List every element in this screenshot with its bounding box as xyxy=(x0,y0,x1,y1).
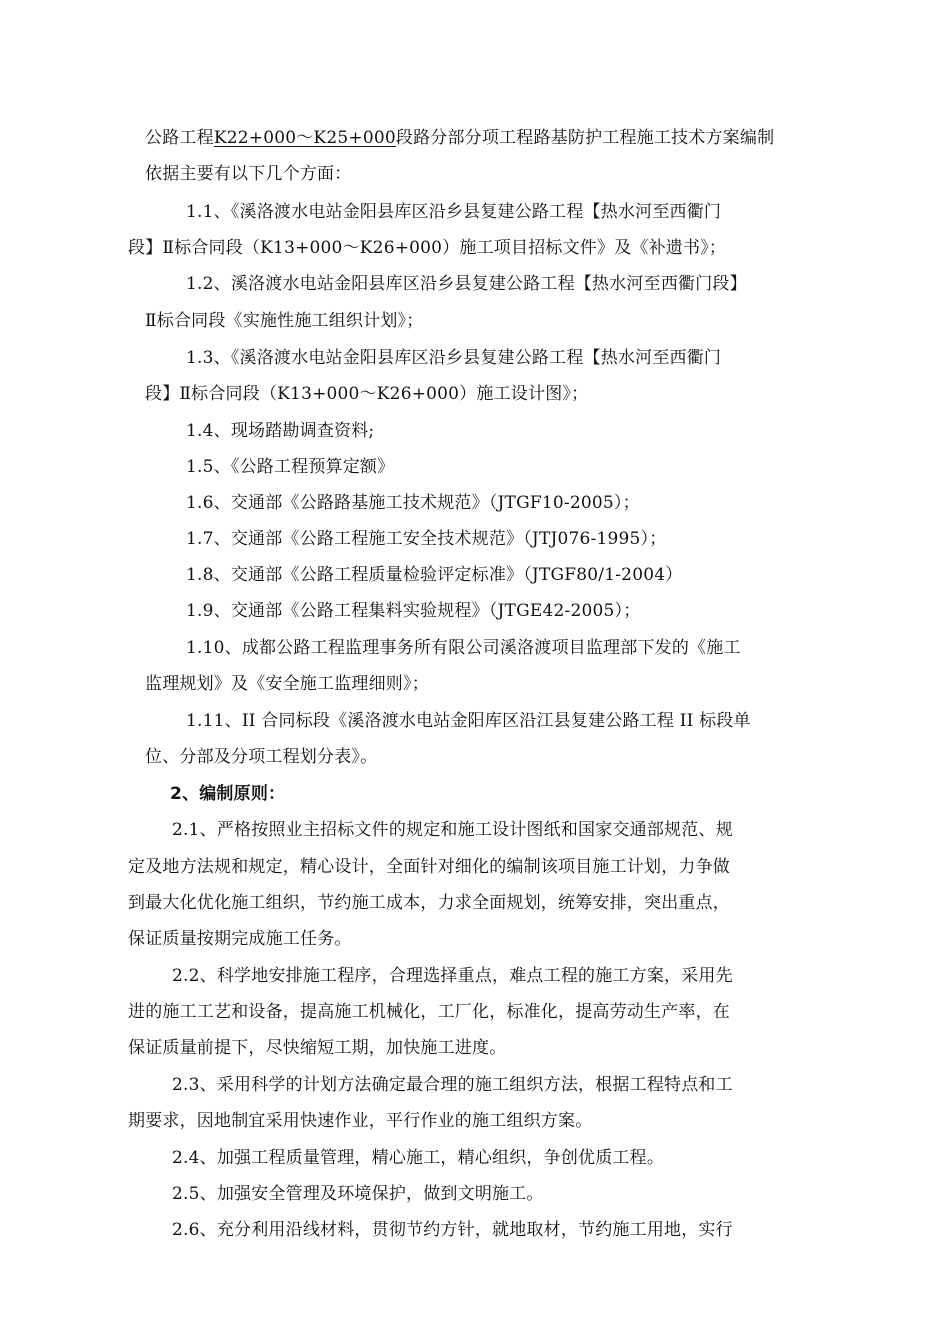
basis-1-1-line-2: 段】Ⅱ标合同段（K13+000～K26+000）施工项目招标文件》及《补遗书》； xyxy=(128,238,727,258)
basis-1-8: 1.8、交通部《公路工程质量检验评定标准》（JTGF80/1-2004） xyxy=(186,565,683,585)
basis-1-3-line-1: 1.3、《溪洛渡水电站金阳县库区沿乡县复建公路工程【热水河至西衢门 xyxy=(186,348,722,368)
basis-1-4: 1.4、现场踏勘调查资料; xyxy=(186,421,375,441)
principle-2-5: 2.5、加强安全管理及环境保护，做到文明施工。 xyxy=(172,1184,544,1204)
basis-1-11-line-2: 位、分部及分项工程划分表》。 xyxy=(145,747,378,767)
intro-text-pre: 公路工程 xyxy=(145,128,214,148)
section-2-heading: 2、编制原则： xyxy=(170,784,286,804)
principle-2-4: 2.4、加强工程质量管理，精心施工，精心组织，争创优质工程。 xyxy=(172,1148,665,1168)
basis-1-11-line-1: 1.11、II 合同标段《溪洛渡水电站金阳库区沿江县复建公路工程 II 标段单 xyxy=(186,711,751,731)
intro-text-post: 段路分部分项工程路基防护工程施工技术方案编制 xyxy=(395,128,775,148)
basis-1-6: 1.6、交通部《公路路基施工技术规范》（JTGF10-2005）； xyxy=(186,493,640,513)
basis-1-5: 1.5、《公路工程预算定额》 xyxy=(186,457,395,477)
basis-1-2-line-1: 1.2、溪洛渡水电站金阳县库区沿乡县复建公路工程【热水河至西衢门段】 xyxy=(186,274,747,294)
basis-1-7: 1.7、交通部《公路工程施工安全技术规范》（JTJ076-1995）； xyxy=(186,529,667,549)
basis-1-2-line-2: Ⅱ标合同段《实施性施工组织计划》； xyxy=(145,311,424,331)
principle-2-1-line-3: 到最大化优化施工组织，节约施工成本，力求全面规划，统筹安排，突出重点， xyxy=(128,893,730,913)
principle-2-1-line-2: 定及地方法规和规定，精心设计，全面针对细化的编制该项目施工计划，力争做 xyxy=(128,857,730,877)
principle-2-2-line-3: 保证质量前提下，尽快缩短工期，加快施工进度。 xyxy=(128,1038,507,1058)
basis-1-3-line-2: 段】Ⅱ标合同段（K13+000～K26+000）施工设计图》； xyxy=(145,384,589,404)
basis-1-10-line-2: 监理规划》及《安全施工监理细则》； xyxy=(145,674,429,694)
principle-2-1-line-1: 2.1、严格按照业主招标文件的规定和施工设计图纸和国家交通部规范、规 xyxy=(172,820,733,840)
basis-1-1-line-1: 1.1、《溪洛渡水电站金阳县库区沿乡县复建公路工程【热水河至西衢门 xyxy=(186,202,722,222)
principle-2-2-line-1: 2.2、科学地安排施工程序，合理选择重点，难点工程的施工方案，采用先 xyxy=(172,966,733,986)
basis-1-9: 1.9、交通部《公路工程集料实验规程》（JTGE42-2005）； xyxy=(186,601,641,621)
principle-2-3-line-2: 期要求，因地制宜采用快速作业，平行作业的施工组织方案。 xyxy=(128,1111,593,1131)
principle-2-2-line-2: 进的施工工艺和设备，提高施工机械化，工厂化，标准化，提高劳动生产率，在 xyxy=(128,1002,730,1022)
basis-1-10-line-1: 1.10、成都公路工程监理事务所有限公司溪洛渡项目监理部下发的《施工 xyxy=(186,638,741,658)
principle-2-3-line-1: 2.3、采用科学的计划方法确定最合理的施工组织方法，根据工程特点和工 xyxy=(172,1075,733,1095)
intro-stake-range: K22+000～K25+000 xyxy=(213,128,396,148)
intro-line-1 xyxy=(145,126,774,150)
principle-2-6-line-1: 2.6、充分利用沿线材料，贯彻节约方针，就地取材，节约施工用地，实行 xyxy=(172,1220,733,1240)
principle-2-1-line-4: 保证质量按期完成施工任务。 xyxy=(128,929,352,949)
intro-line-2: 依据主要有以下几个方面： xyxy=(145,164,352,184)
